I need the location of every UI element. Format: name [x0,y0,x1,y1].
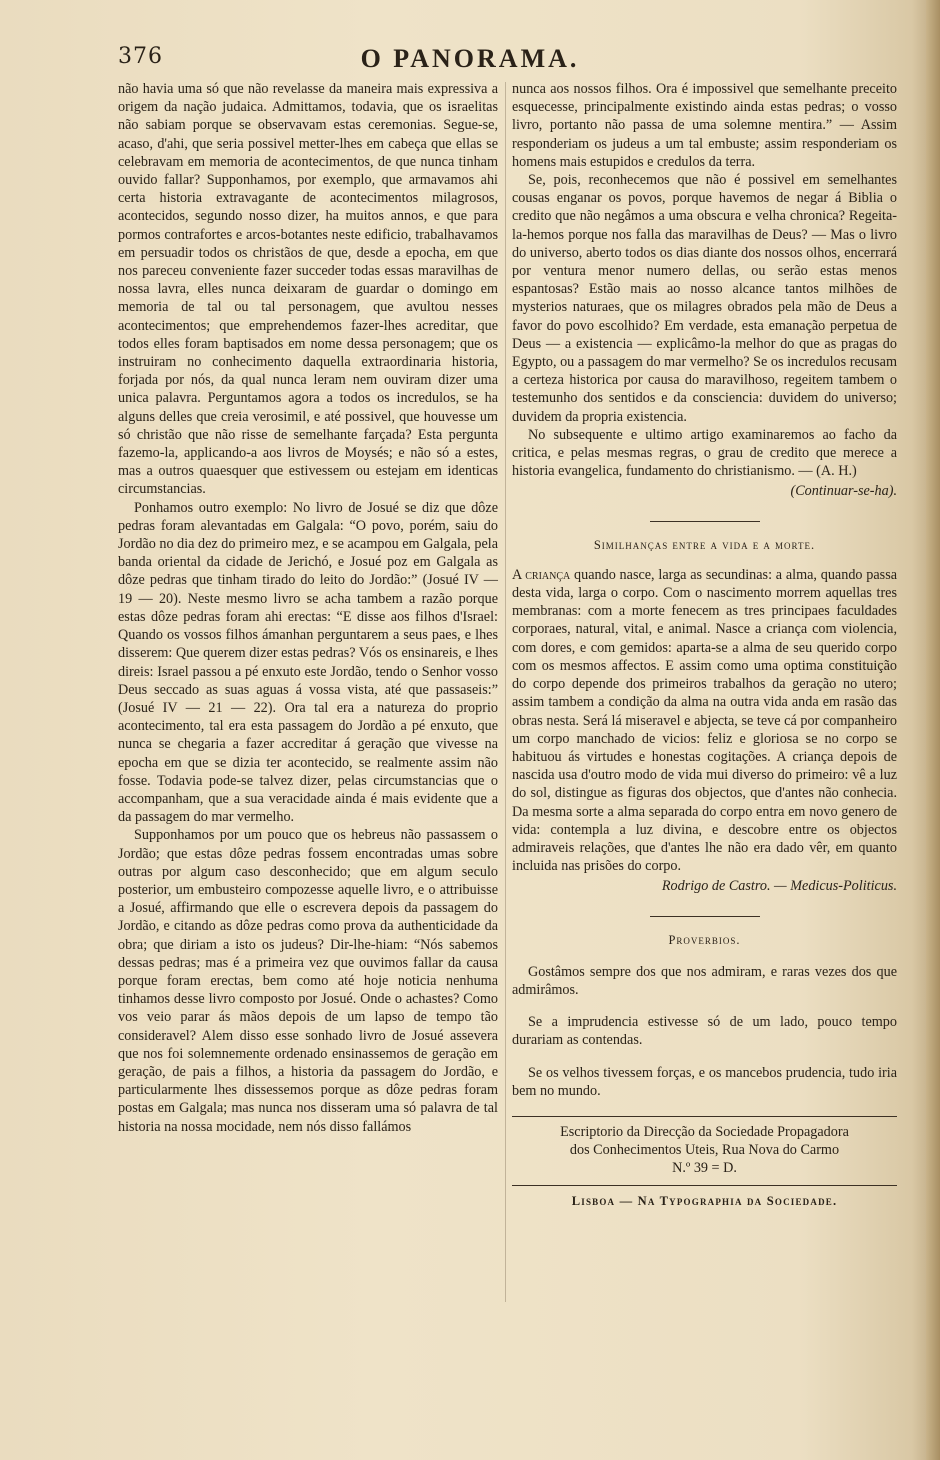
right-paragraph-3: No subsequente e ultimo artigo examinaremos ao facho da critica, e pelas mesmas regras, o grau de credito que merece a historia evangelica, fundamento do christianismo. — (A. H.) [512,426,897,480]
section-divider [650,521,760,522]
left-paragraph-3: Supponhamos por um pouco que os hebreus não passassem o Jordão; que estas dôze pedras fossem encontradas umas sobre outras por algum caso desconhecido; que em algum seculo posterior, um embusteiro compozesse aquelle livro, e o attribuisse a Josué, affirmando que elle o escrevera depois da passagem do Jordão, e citando as dôze pedras como prova da authenticidade da obra; que diriam a isto os judeus? Dir-lhe-hiam: “Nós sabemos dessas pedras; mas é a primeira vez que ouvimos fallar da causa porque foram erectas, bem como até hoje noticia nenhuma tinhamos desse livro composto por Josué. Onde o achastes? Como vos veio parar ás mãos depois de um lapso de tempo tão consideravel? Alem disso esse sonhado livro de Josué assevera que nos foi solemnemente ordenado ensinassemos de geração em geração, de pais a filhos, a historia da passagem do Jordão, e particularmente lhes dissessemos porque as dôze pedras foram postas em Galgala; mas nunca nos disseram uma só palavra de tal historia na nossa mocidade, nem nós disso fallámos [118,827,498,1135]
section-author: Rodrigo de Castro. — Medicus-Politicus. [661,878,897,895]
section-body-similhancas [512,566,897,875]
page-edge [926,0,940,1460]
imprint-line-1: Escriptorio da Direcção da Sociedade Propagadora [560,1123,849,1140]
colophon: Lisboa — Na Typographia da Sociedade. [571,1193,838,1208]
right-paragraph-2: Se, pois, reconhecemos que não é possivel em semelhantes cousas enganar os povos, porque havemos de negar á Biblia o credito que não negâmos a uma obscura e velha chronica? Regeita-la-hemos porque nos falla das maravilhas de Deus? — Mas o livro do universo, aberto todos os dias diante dos nossos olhos, encerrará por ventura menor numero dellas, ou serão estas menos espantosas? Estão mais ao nosso alcance tantos milhões de mysterios naturaes, que os milagres obrados pela mão de Deus a favor do povo escolhido? Em verdade, esta emanação perpetua de Deus — a existencia — explicâmo-la melhor do que as pragas do Egypto, ou a passagem do mar vermelho? Se os incredulos recusam a certeza historica por causa do maravilhoso, regeitem tambem o testemunho dos sentidos e da consciencia: duvidem do universo; duvidem da propria existencia. [512,172,897,425]
right-column [512,80,897,1210]
proverb-2: Se a imprudencia estivesse só de um lado, pouco tempo durariam as contendas. [512,1014,897,1049]
section-title-similhancas: Similhanças entre a vida e a morte. [593,537,816,552]
imprint-line-3: N.º 39 = D. [672,1159,737,1176]
imprint-rule [512,1185,897,1186]
section-body-text: quando nasce, larga as secundinas: a alma, quando passa desta vida, larga o corpo. Com o nascimento morrem aquellas tres membranas: com a morte fenecem as tres principaes faculdades corporaes, natural, vital, e animal. Nasce a criança com violencia, com dores, e com gemidos: aparta-se a alma de seu querido corpo com os mesmos affectos. E assim como uma optima constituição do corpo depende dos primeiros trabalhos da geração no utero; assim tambem a condição da alma na outra vida anda em rasão das obras nesta. Será lá miseravel e abjecta, se teve cá por companheiro um corpo manchado de vicios: feliz e gloriosa se no corpo se habituou ás virtudes e honestas cogitações. A criança depois de nascida usa d'outro modo de vida mui diverso do primeiro: vê a luz do sol, distingue as figuras dos objectos, que d'antes não conhecia. Da mesma sorte a alma separada do corpo entra em novo genero de vida: contempla a luz divina, e descobre entre os objectos admiraveis relações, que d'antes lhe não era dado vêr, em quanto incluida nas prisões do corpo. [512,566,898,875]
left-paragraph-1: não havia uma só que não revelasse da maneira mais expressiva a origem da nação judaica. Admittamos, todavia, que os israelitas não sabiam porque se observavam estas ceremonias. Segue-se, acaso, d'ahi, que seria possivel metter-lhes em cabeça que ellas se celebravam em memoria de acontecimentos, de que nunca tinham ouvido fallar? Supponhamos, por exemplo, que armavamos ahi certa historia extravagante de acontecimentos milagrosos, acontecidos, segundo nosso dizer, ha muitos annos, e que para pormos contrafortes e arcos-botantes neste edificio, trabalhavamos em persuadir todos os christãos de que, desde a epocha, em que nos pareceu conveniente fazer succeder todas essas maravilhas de nossa lavra, elles nunca deixaram de guardar o domingo em memoria de tal ou tal personagem, que avultou nesses acontecimentos; que emprehendemos fazer-lhes acreditar, que todos elles foram baptisados em nome dessa personagem; que os instruiram no conhecimento daquella extraordinaria historia, forjada por nós, da qual nunca leram nem ouviram dizer uma unica palavra. Perguntamos agora a todos os incredulos, se ha alguns delles que creia verosimil, e até possivel, que houvesse um só christão que não risse de semelhante farçada? Esta pergunta fazemo-la, applicando-a aos livros de Moysés; e não só a estes, mas a outros quaesquer que estivessem ou estejam em identicas circumstancias. [118,81,498,498]
proverb-1: Gostâmos sempre dos que nos admiram, e raras vezes dos que admirâmos. [512,963,897,998]
imprint-block [512,1116,897,1210]
section-title-proverbios: Proverbios. [668,932,741,947]
section-first-words: A criança [512,566,571,583]
left-paragraph-2: Ponhamos outro exemplo: No livro de Josué se diz que dôze pedras foram alevantadas em Galgala: “O povo, porém, saiu do Jordão no dia dez do primeiro mez, e se acampou em Galgala, pela banda oriental da cidade de Jerichó, e Josué poz em Galgala as dôze pedras que tinham tirado do leito do Jordão:” (Josué IV — 19 — 20). Neste mesmo livro se acha tambem a razão porque estas dôze pedras foram ahi erectas: “E disse aos filhos d'Israel: Quando os vossos filhos ámanhan perguntarem a seus paes, e lhes disserem: Que querem dizer estas pedras? Vós os ensinareis, e lhes direis: Israel passou a pé enxuto este Jordão, tendo o Senhor vosso Deus seccado as suas aguas á vossa vista, até que passaseis:” (Josué IV — 21 — 22). Ora tal era a natureza do proprio acontecimento, tal era esta passagem do Jordão a pé enxuto, que nunca se chegaria a fazer accreditar á geração que vivesse na epocha em que se dizia ter acontecido, se realmente assim não fosse. Todavia pode-se talvez dizer, pelas circumstancias que o accompanham, que a sua veracidade ainda é mais evidente que a da passagem do mar vermelho. [118,499,498,826]
left-column [118,80,498,1136]
section-divider [650,916,760,917]
page-number: 376 [118,44,163,69]
right-paragraph-1: nunca aos nossos filhos. Ora é impossivel que semelhante preceito esquecesse, principalmente existindo ainda estas pedras; o vosso livro, portanto não passa de uma solemne mentira.” — Assim responderiam os judeus a um tal embuste; assim responderiam os homens mais estupidos e credulos da terra. [512,81,897,170]
running-head-title: O PANORAMA. [360,44,580,73]
continuation-note: (Continuar-se-ha). [790,483,897,500]
column-divider [505,82,506,1302]
imprint-line-2: dos Conhecimentos Uteis, Rua Nova do Carmo [569,1141,840,1158]
proverb-3: Se os velhos tivessem forças, e os mancebos prudencia, tudo iria bem no mundo. [512,1064,897,1099]
